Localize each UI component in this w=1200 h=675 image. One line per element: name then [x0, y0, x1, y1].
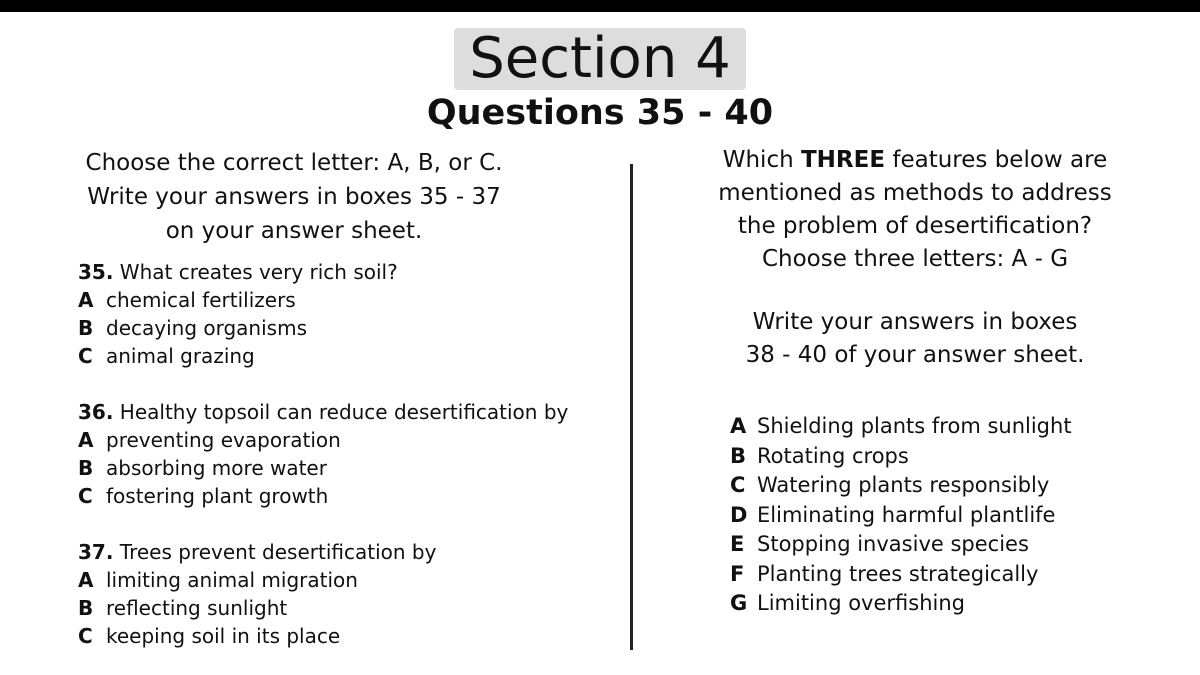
question-stem	[78, 538, 618, 566]
right-instruction-line: the problem of desertification?	[737, 213, 1093, 239]
feature-letter: B	[730, 443, 747, 468]
option-letter: A	[78, 568, 94, 592]
feature-item	[730, 412, 1170, 442]
left-instructions	[44, 146, 544, 248]
questions-range-heading: Questions 35 - 40	[426, 93, 774, 133]
right-instructions	[665, 144, 1165, 276]
question-text: Trees prevent desertification by	[119, 540, 437, 564]
answer-option	[78, 426, 618, 454]
feature-item	[730, 530, 1170, 560]
option-text: decaying organisms	[106, 316, 307, 340]
answer-instruction-line: Write your answers in boxes	[752, 309, 1078, 335]
question-number: 36.	[78, 400, 114, 424]
section-title: Section 4	[454, 28, 746, 90]
answer-option	[78, 342, 618, 370]
feature-text: Planting trees strategically	[757, 561, 1039, 586]
feature-text: Shielding plants from sunlight	[757, 414, 1072, 438]
question-text: Healthy topsoil can reduce desertification by	[119, 400, 569, 424]
answer-option	[78, 622, 618, 650]
feature-letter: C	[730, 473, 746, 497]
option-letter: C	[78, 624, 93, 648]
option-text: chemical fertilizers	[106, 288, 296, 312]
option-letter: A	[78, 288, 94, 312]
option-text: keeping soil in its place	[106, 624, 341, 648]
option-text: preventing evaporation	[106, 428, 341, 452]
question-35	[78, 258, 618, 370]
option-text: reflecting sunlight	[106, 596, 288, 620]
question-stem	[78, 258, 618, 286]
option-text: fostering plant growth	[106, 484, 329, 508]
feature-letter: F	[730, 561, 745, 586]
answer-box-instructions	[665, 306, 1165, 372]
question-37	[78, 538, 618, 650]
left-instruction-line: Choose the correct letter: A, B, or C.	[85, 150, 503, 176]
question-text: What creates very rich soil?	[119, 260, 398, 284]
left-instruction-line: Write your answers in boxes 35 - 37	[87, 184, 501, 210]
right-instruction-line: Choose three letters: A - G	[761, 246, 1069, 272]
option-letter: B	[78, 316, 94, 340]
feature-item	[730, 442, 1170, 472]
option-letter: C	[78, 344, 93, 368]
option-text: limiting animal migration	[106, 568, 358, 592]
answer-option	[78, 566, 618, 594]
feature-text: Eliminating harmful plantlife	[757, 502, 1056, 527]
worksheet-page	[0, 12, 1200, 675]
feature-list	[730, 412, 1170, 619]
answer-option	[78, 454, 618, 482]
instruction-text: features below are	[885, 147, 1108, 173]
feature-text: Stopping invasive species	[757, 532, 1029, 556]
question-stem	[78, 398, 618, 426]
right-instruction-line	[665, 144, 1165, 177]
feature-text: Limiting overfishing	[757, 591, 965, 615]
right-instruction-line: mentioned as methods to address	[718, 180, 1112, 206]
option-letter: A	[78, 428, 94, 452]
feature-letter: A	[730, 414, 747, 438]
feature-item	[730, 471, 1170, 501]
question-number: 35.	[78, 260, 114, 284]
feature-text: Watering plants responsibly	[757, 473, 1050, 497]
feature-letter: E	[730, 532, 745, 556]
feature-letter: G	[730, 591, 748, 615]
option-text: absorbing more water	[106, 456, 327, 480]
instruction-emphasis: THREE	[800, 147, 886, 173]
answer-option	[78, 286, 618, 314]
column-divider	[630, 164, 633, 650]
feature-item	[730, 560, 1170, 590]
option-letter: B	[78, 596, 94, 620]
feature-item	[730, 501, 1170, 531]
question-number: 37.	[78, 540, 114, 564]
option-letter: B	[78, 456, 94, 480]
feature-letter: D	[730, 502, 748, 527]
instruction-text: Which	[722, 147, 801, 173]
left-instruction-line: on your answer sheet.	[165, 218, 423, 244]
option-letter: C	[78, 484, 93, 508]
answer-instruction-line: 38 - 40 of your answer sheet.	[745, 342, 1085, 368]
feature-item	[730, 589, 1170, 619]
question-36	[78, 398, 618, 510]
answer-option	[78, 594, 618, 622]
feature-text: Rotating crops	[757, 443, 909, 468]
answer-option	[78, 314, 618, 342]
answer-option	[78, 482, 618, 510]
option-text: animal grazing	[106, 344, 255, 368]
